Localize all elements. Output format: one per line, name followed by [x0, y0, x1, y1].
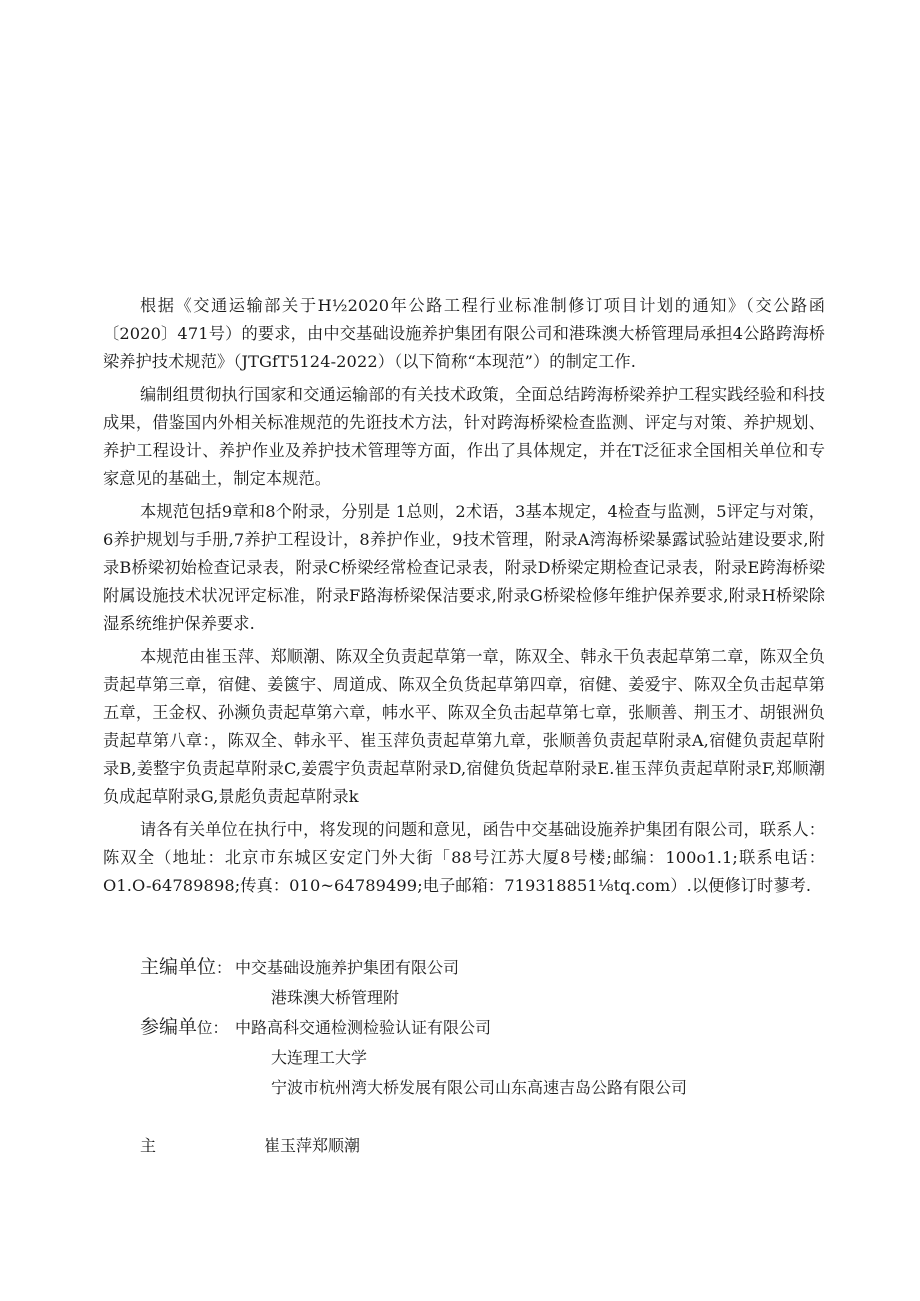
editing-units — [140, 952, 820, 1102]
preface-paragraph-3: 本规范包括9章和8个附录，分别是 1总则，2术语，3基本规定，4检查与监测，5评定与对策，6养护规划与手册,7养护工程设计，8养护作业，9技术管理，附录A湾海桥梁暴露试验站建设要求,附录B桥梁初始检查记录表，附录C桥梁经常检查记录表，附录D桥梁定期检查记录表，附录E跨海桥梁附属设施技术状况评定标准，附录F路海桥梁保洁要求,附录G桥梁检修年维护保养要求,附录H桥梁除湿系统维护保养要求. — [103, 502, 825, 633]
preface-paragraph-5: 请各有关单位在执行中，将发现的问题和意见，函告中交基础设施养护集团有限公司，联系人：陈双全（地址：北京市东城区安定门外大街「88号江苏大厦8号楼;邮编：100o1.1;联系电话：O1.O-64789898;传真：010~64789499;电子邮箱：719318851⅛tq.com）.以便修订时蓼考. — [103, 820, 825, 895]
participating-unit-3: 宁波市杭州湾大桥发展有限公司山东高速吉岛公路有限公司 — [271, 1078, 688, 1097]
participating-unit-2: 大连理工大学 — [271, 1048, 368, 1067]
chief-editor-label: 主编单位： — [140, 956, 232, 978]
preface-paragraph-2: 编制组贯彻执行国家和交通运输部的有关技术政策，全面总结跨海桥梁养护工程实践经验和科技成果，借鉴国内外相关标准规范的先诳技术方法，针对跨海桥梁检查监测、评定与对策、养护规划、养护工程设计、养护作业及养护技术管理等方面，作出了具体规定，并在T泛征求全国相关单位和专家意见的基础土，制定本规范。 — [103, 385, 825, 488]
participating-row — [140, 1012, 820, 1042]
main-drafter-names: 崔玉萍郑顺潮 — [264, 1136, 361, 1155]
participating-unit-1: 中路高科交通检测检验认证有限公司 — [235, 1018, 492, 1037]
participating-label: 参编单位： — [140, 1016, 229, 1038]
chief-unit-1: 中交基础设施养护集团有限公司 — [235, 958, 460, 977]
chief-editor-row — [140, 952, 820, 982]
chief-unit-2: 港珠澳大桥管理附 — [271, 988, 400, 1007]
preface-body — [103, 292, 825, 905]
preface-paragraph-4: 本规范由崔玉萍、郑顺潮、陈双全负责起草第一章，陈双全、韩永干负表起草第二章，陈双全负责起草第三章，宿健、姜篋宇、周道成、陈双全负货起草第四章，宿健、姜爱宇、陈双全负击起草第五章，王金权、孙濒负责起草第六章，帏水平、陈双全负击起草第七章，张顺善、荆玉才、胡银洲负责起草第八章：，陈双全、韩永平、崔玉萍负责起草第九章，张顺善负责起草附录A,宿健负责起草附录B,姜整宇负责起草附录C,姜震宇负责起草附录D,宿健负货起草附录E.崔玉萍负责起草附录F,郑顺潮负成起草附录G,景彪负责起草附录k — [103, 647, 825, 806]
preface-paragraph-1: 根据《交通运输部关于H½2020年公路工程行业标准制修订项目计划的通知》（交公路函〔2020〕471号）的要求，由中交基础设施养护集团有限公司和港珠澳大桥管理局承担4公路跨海桥梁养护技术规范》（JTGfT5124-2022）（以下简称“本现范”）的制定工作. — [103, 296, 825, 371]
participating-row-2 — [140, 1042, 820, 1072]
main-drafter-row — [140, 1133, 361, 1156]
main-drafter-label: 主 — [140, 1136, 157, 1155]
participating-row-3 — [140, 1072, 820, 1102]
chief-editor-row-2 — [140, 982, 820, 1012]
